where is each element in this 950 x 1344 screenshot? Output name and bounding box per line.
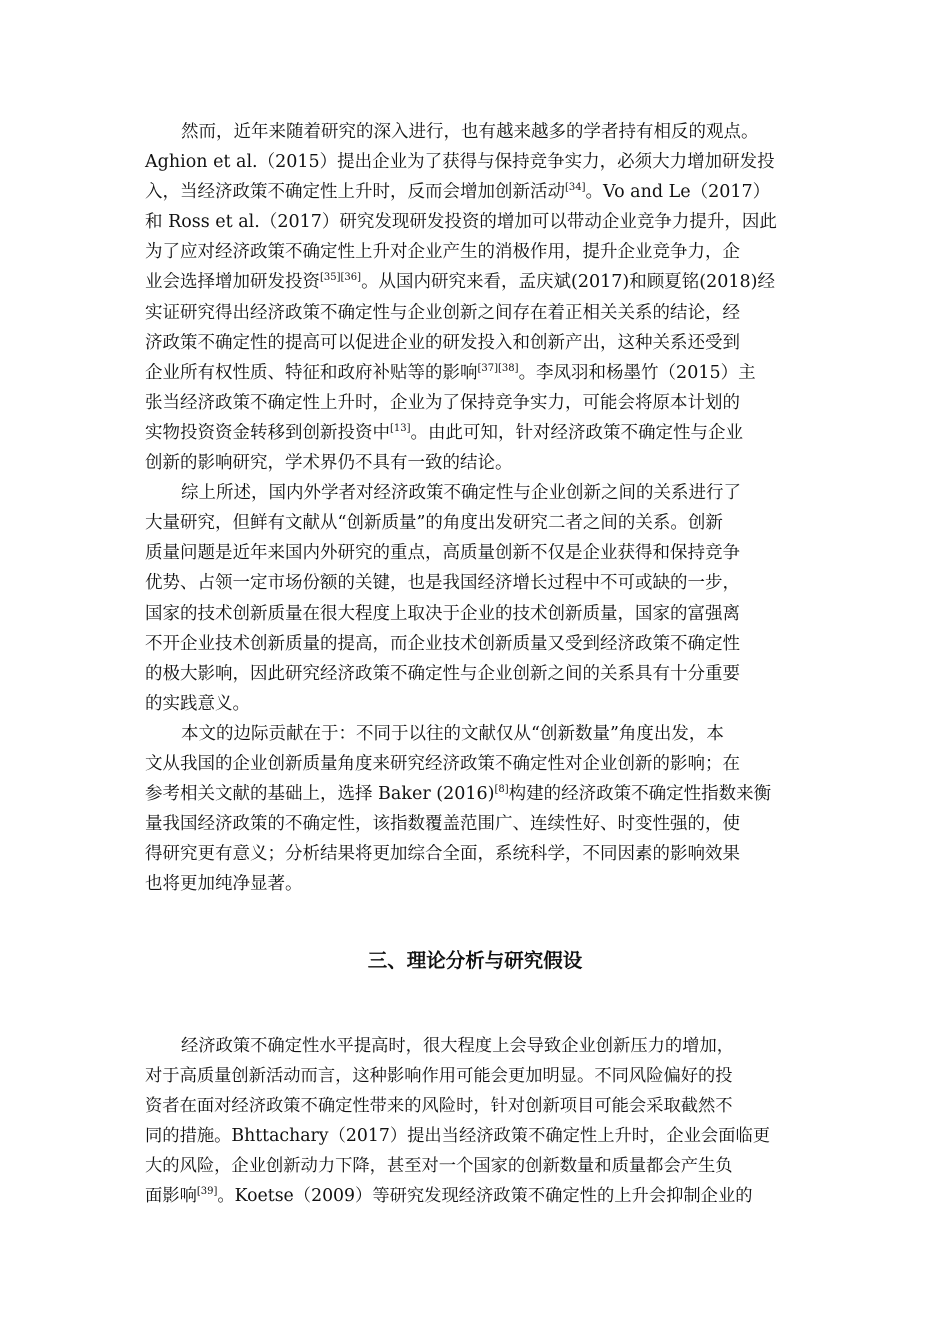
text-run: Aghion et al.（2015）提出企业为了获得与保持竞争实力，必须大力增加研发投: [145, 152, 775, 173]
text-line: [145, 809, 807, 839]
text-run: 本文的边际贡献在于：不同于以往的文献仅从“创新数量”角度出发，本: [181, 723, 724, 744]
text-line: [145, 749, 807, 779]
paragraph-opposing-views: [145, 117, 807, 899]
citation-ref: [8]: [494, 784, 509, 796]
text-line: [145, 267, 807, 297]
text-line: [145, 207, 807, 237]
text-line: [145, 779, 807, 809]
text-run: 。李凤羽和杨墨竹（2015）主: [518, 362, 756, 383]
text-run: 对于高质量创新活动而言，这种影响作用可能会更加明显。不同风险偏好的投: [145, 1066, 733, 1086]
text-run: 为了应对经济政策不确定性上升对企业产生的消极作用，提升企业竞争力，企: [145, 242, 740, 263]
text-run: 也将更加纯净显著。: [145, 874, 303, 895]
text-run: 和 Ross et al.（2017）研究发现研发投资的增加可以带动企业竞争力提升，因此: [145, 212, 777, 233]
paragraph-contribution: [145, 719, 807, 900]
text-run: 然而，近年来随着研究的深入进行，也有越来越多的学者持有相反的观点。: [181, 122, 759, 142]
citation-ref: [34]: [565, 182, 586, 194]
text-run: 业会选择增加研发投资: [145, 272, 320, 293]
text-run: 大量研究，但鲜有文献从“创新质量”的角度出发研究二者之间的关系。创新: [145, 513, 723, 534]
text-line: [145, 1181, 807, 1211]
text-line: [145, 1121, 807, 1151]
text-line: [145, 1091, 807, 1121]
text-line: [145, 538, 807, 568]
text-line: [145, 568, 807, 598]
text-line: [145, 869, 807, 899]
text-run: 实物投资资金转移到创新投资中: [145, 422, 390, 443]
text-line: [145, 689, 807, 719]
text-line: [145, 358, 807, 388]
text-run: 实证研究得出经济政策不确定性与企业创新之间存在着正相关关系的结论，经: [145, 302, 740, 323]
text-run: 大的风险，企业创新动力下降，甚至对一个国家的创新数量和质量都会产生负: [145, 1156, 733, 1176]
text-line: [145, 508, 807, 538]
text-line: [145, 599, 807, 629]
text-run: 参考相关文献的基础上，选择 Baker (2016): [145, 784, 495, 805]
text-run: 入，当经济政策不确定性上升时，反而会增加创新活动: [145, 182, 565, 203]
text-run: 的极大影响，因此研究经济政策不确定性与企业创新之间的关系具有十分重要: [145, 663, 740, 684]
text-run: 综上所述，国内外学者对经济政策不确定性与企业创新之间的关系进行了: [181, 483, 741, 504]
text-line: [145, 1151, 807, 1181]
text-run: 优势、占领一定市场份额的关键，也是我国经济增长过程中不可或缺的一步，: [145, 573, 740, 594]
citation-ref: [13]: [390, 423, 411, 435]
text-run: 。由此可知，针对经济政策不确定性与企业: [410, 422, 744, 443]
text-run: 量我国经济政策的不确定性，该指数覆盖范围广、连续性好、时变性强的，使: [145, 814, 740, 835]
text-run: 的实践意义。: [145, 693, 250, 714]
citation-ref: [35][36]: [320, 272, 362, 284]
text-run: 不开企业技术创新质量的提高，而企业技术创新质量又受到经济政策不确定性: [145, 633, 740, 654]
text-line: [145, 237, 807, 267]
text-line: [145, 839, 807, 869]
text-run: 得研究更有意义；分析结果将更加综合全面，系统科学，不同因素的影响效果: [145, 844, 740, 865]
text-run: 同的措施。Bhttachary（2017）提出当经济政策不确定性上升时，企业会面临更: [145, 1126, 771, 1146]
text-run: 国家的技术创新质量在很大程度上取决于企业的技术创新质量，国家的富强离: [145, 603, 740, 624]
text-line: [145, 629, 807, 659]
text-run: 文从我国的企业创新质量角度来研究经济政策不确定性对企业创新的影响；在: [145, 753, 740, 774]
text-line: [145, 1031, 807, 1061]
citation-ref: [39]: [196, 1186, 218, 1198]
text-run: 质量问题是近年来国内外研究的重点，高质量创新不仅是企业获得和保持竞争: [145, 543, 740, 564]
text-run: 。Koetse（2009）等研究发现经济政策不确定性的上升会抑制企业的: [217, 1186, 753, 1206]
section-heading: 三、理论分析与研究假设: [367, 949, 583, 972]
paragraph-theory-analysis: [145, 1031, 807, 1211]
text-run: 资者在面对经济政策不确定性带来的风险时，针对创新项目可能会采取截然不: [145, 1096, 733, 1116]
text-line: [145, 1061, 807, 1091]
text-line: [145, 388, 807, 418]
text-line: [145, 719, 807, 749]
text-run: 张当经济政策不确定性上升时，企业为了保持竞争实力，可能会将原本计划的: [145, 392, 740, 413]
text-line: [145, 659, 807, 689]
text-line: [145, 328, 807, 358]
text-line: [145, 177, 807, 207]
text-line: [145, 478, 807, 508]
text-line: [145, 448, 807, 478]
text-line: [145, 298, 807, 328]
text-line: [145, 418, 807, 448]
text-run: 。从国内研究来看，孟庆斌(2017)和顾夏铭(2018)经: [361, 272, 775, 293]
text-run: 。Vo and Le（2017）: [585, 182, 771, 203]
citation-ref: [37][38]: [477, 362, 519, 374]
text-line: [145, 147, 807, 177]
text-run: 创新的影响研究，学术界仍不具有一致的结论。: [145, 453, 513, 474]
text-run: 企业所有权性质、特征和政府补贴等的影响: [145, 362, 478, 383]
text-run: 经济政策不确定性水平提高时，很大程度上会导致企业创新压力的增加，: [181, 1036, 735, 1056]
paragraph-summary: [145, 478, 807, 719]
text-line: [145, 117, 807, 147]
text-run: 构建的经济政策不确定性指数来衡: [508, 784, 772, 805]
text-run: 面影响: [145, 1186, 197, 1206]
text-run: 济政策不确定性的提高可以促进企业的研发投入和创新产出，这种关系还受到: [145, 332, 740, 353]
